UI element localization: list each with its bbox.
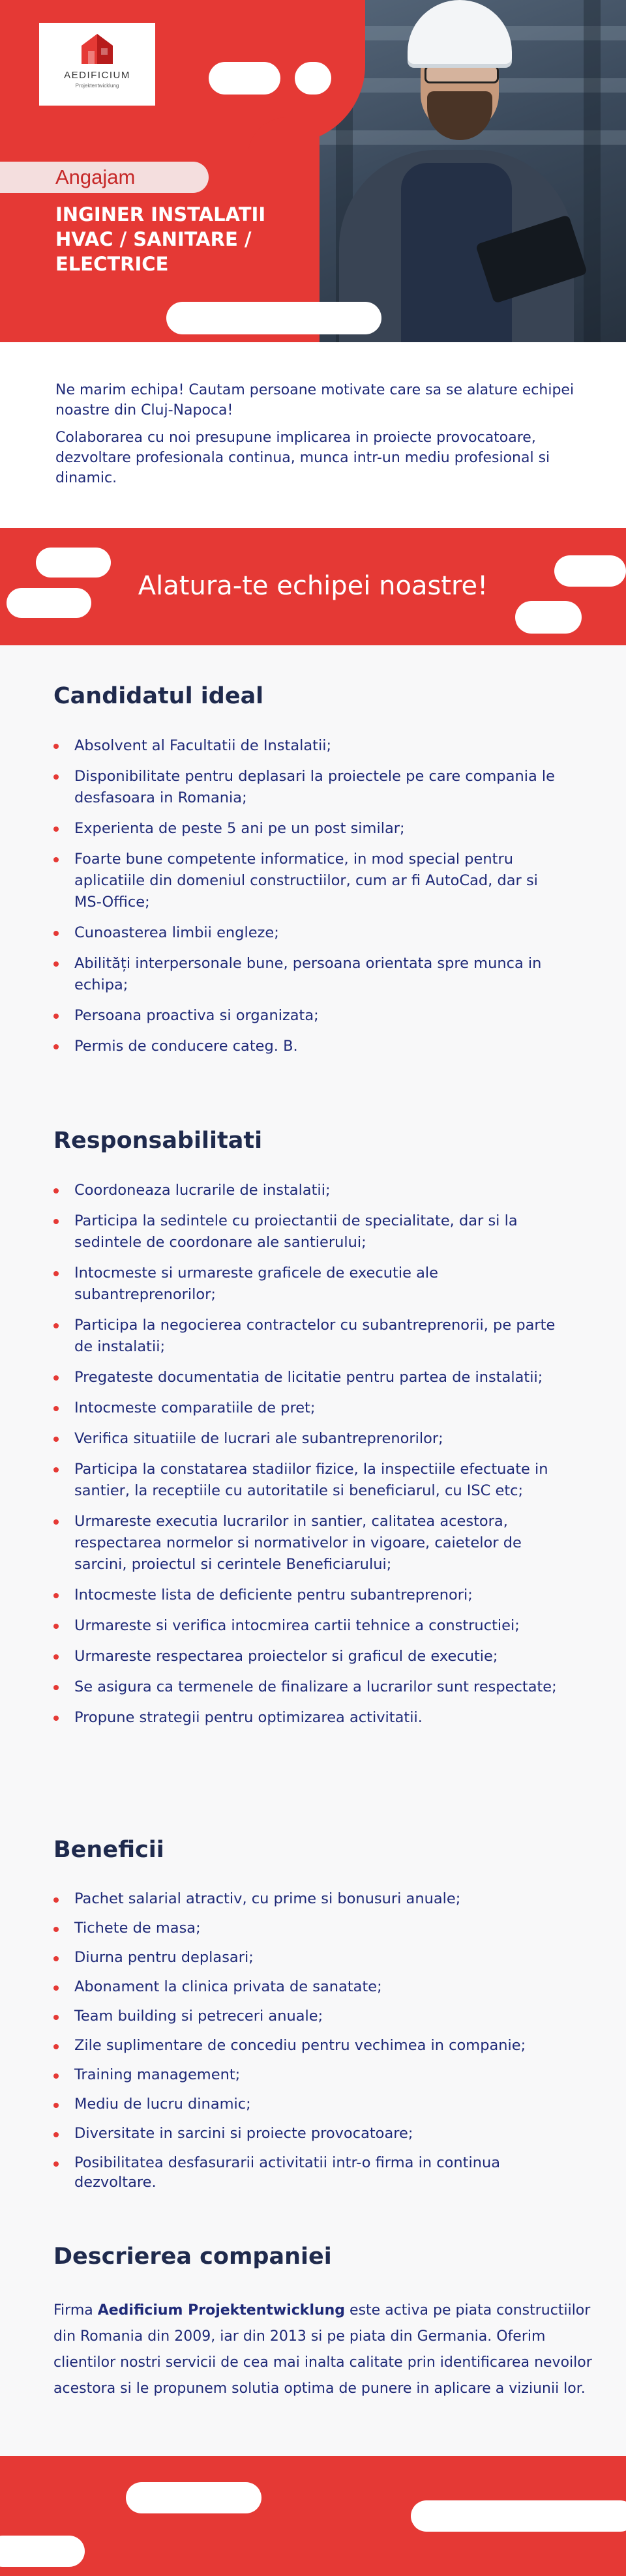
benefits-list [53,1889,562,2202]
decor-pill [166,302,381,334]
job-title: INGINER INSTALATII HVAC / SANITARE / ELECTRICE [55,203,266,275]
company-description [53,2298,595,2402]
intro-paragraph: Ne marim echipa! Cautam persoane motivate care sa se alature echipei noastre din Cluj-Napoca! [55,382,574,418]
company-logo [39,23,155,106]
candidate-list-item: Disponibilitate pentru deplasari la proiectele pe care compania le desfasoara in Romania; [53,766,562,809]
decor-pill [515,601,582,634]
section-title-responsibilities: Responsabilitati [53,1128,263,1154]
responsibility-list-item: Participa la sedintele cu proiectantii de specialitate, dar si la sedintele de coordonare ale santierului; [53,1210,562,1253]
candidate-list-item: Persoana proactiva si organizata; [53,1005,562,1027]
decor-pill [411,2500,626,2532]
footer-banner [0,2456,626,2576]
decor-pill [295,62,331,95]
benefit-list-item: Team building si petreceri anuale; [53,2006,562,2026]
candidate-list [53,735,562,1066]
section-title-benefits: Beneficii [53,1837,164,1863]
benefit-list-item: Tichete de masa; [53,1918,562,1938]
responsibility-list-item: Pregateste documentatia de licitatie pentru partea de instalatii; [53,1367,562,1388]
join-team-title: Alatura-te echipei noastre! [138,571,488,601]
decor-pill [209,62,280,95]
company-text: este activa pe piata constructiilor din Romania din 2009, iar din 2013 si pe piata din Germania. Oferim clientilor nostri servicii de cea mai inalta calitate prin identificarea nevoilor acestora si le propunem solutia optima de punere in aplicare a viziunii lor. [53,2302,592,2397]
section-title-company: Descrierea companiei [53,2244,332,2270]
benefit-list-item: Diurna pentru deplasari; [53,1948,562,1967]
responsibility-list-item: Urmareste executia lucrarilor in santier, calitatea acestora, respectarea normelor si normativelor in vigoare, caietelor de sarcini, proiectul si cerintele Beneficiarului; [53,1511,562,1575]
hiring-label: Angajam [55,166,136,188]
responsibility-list-item: Propune strategii pentru optimizarea activitatii. [53,1707,562,1729]
responsibility-list-item: Urmareste respectarea proiectelor si graficul de executie; [53,1646,562,1667]
responsibility-list-item: Participa la constatarea stadiilor fizice, la inspectiile efectuate in santier, la receptiile cu autoritatile si beneficiarul, cu ISC etc; [53,1459,562,1502]
hard-hat-icon [408,0,512,64]
join-team-banner [0,528,626,645]
benefit-list-item: Pachet salarial atractiv, cu prime si bonusuri anuale; [53,1889,562,1909]
benefit-list-item: Diversitate in sarcini si proiecte provocatoare; [53,2124,562,2143]
hero-banner [0,0,626,342]
intro-paragraph: Colaborarea cu noi presupune implicarea in proiecte provocatoare, dezvoltare profesionala continua, munca intr-un mediu profesional si dinamic. [55,430,550,486]
responsibility-list-item: Urmareste si verifica intocmirea cartii tehnice a constructiei; [53,1615,562,1637]
intro-text [55,380,577,495]
responsibility-list-item: Participa la negocierea contractelor cu subantreprenorii, pe parte de instalatii; [53,1315,562,1358]
responsibility-list-item: Intocmeste si urmareste graficele de executie ale subantreprenorilor; [53,1263,562,1306]
candidate-list-item: Abilități interpersonale bune, persoana orientata spre munca in echipa; [53,953,562,996]
candidate-list-item: Foarte bune competente informatice, in mod special pentru aplicatiile din domeniul constructiilor, cum ar fi AutoCad, dar si MS-Office; [53,849,562,913]
responsibility-list-item: Intocmeste comparatiile de pret; [53,1398,562,1419]
benefit-list-item: Posibilitatea desfasurarii activitatii intr-o firma in continua dezvoltare. [53,2153,562,2192]
logo-name: AEDIFICIUM [64,70,130,81]
responsibility-list-item: Se asigura ca termenele de finalizare a lucrarilor sunt respectate; [53,1676,562,1698]
responsibility-list-item: Intocmeste lista de deficiente pentru subantreprenori; [53,1585,562,1606]
responsibilities-list [53,1180,562,1738]
candidate-list-item: Experienta de peste 5 ani pe un post similar; [53,818,562,840]
company-name: Aedificium Projektentwicklung [97,2302,346,2319]
logo-tagline: Projektentwicklung [75,83,119,89]
responsibility-list-item: Verifica situatiile de lucrari ale subantreprenorilor; [53,1428,562,1450]
benefit-list-item: Zile suplimentare de concediu pentru vechimea in companie; [53,2036,562,2055]
candidate-list-item: Permis de conducere categ. B. [53,1036,562,1057]
benefit-list-item: Training management; [53,2065,562,2085]
decor-pill [126,2482,261,2513]
candidate-list-item: Cunoasterea limbii engleze; [53,922,562,944]
benefit-list-item: Mediu de lucru dinamic; [53,2094,562,2114]
section-title-candidate: Candidatul ideal [53,683,264,709]
company-prefix: Firma [53,2302,98,2319]
building-logo-icon [80,31,114,65]
decor-pill [0,2536,85,2567]
candidate-list-item: Absolvent al Facultatii de Instalatii; [53,735,562,757]
responsibility-list-item: Coordoneaza lucrarile de instalatii; [53,1180,562,1201]
benefit-list-item: Abonament la clinica privata de sanatate; [53,1977,562,1997]
